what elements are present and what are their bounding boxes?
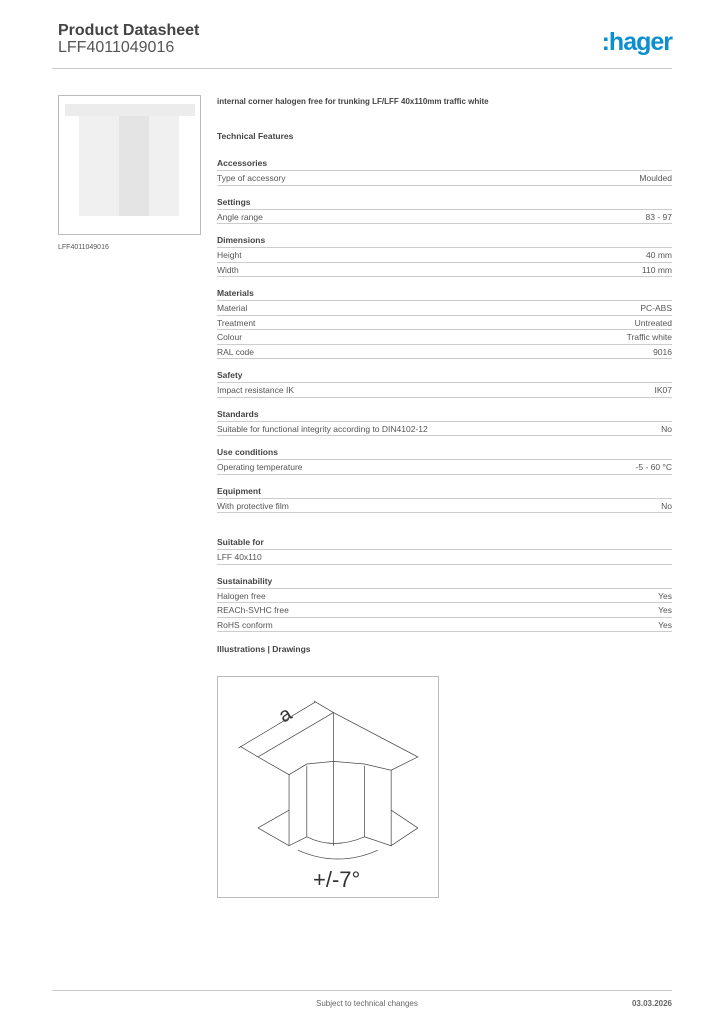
section-heading: Equipment: [217, 485, 672, 499]
spec-label: REACh-SVHC free: [217, 605, 289, 615]
spec-row: [217, 422, 672, 437]
spec-label: Material: [217, 303, 248, 313]
product-code: LFF4011049016: [58, 39, 175, 56]
spec-column: [217, 97, 672, 654]
page-title: Product Datasheet: [58, 22, 200, 39]
spec-value: -5 - 60 °C: [635, 462, 672, 472]
section-heading: Materials: [217, 287, 672, 301]
technical-features-heading: Technical Features: [217, 131, 294, 141]
spec-value: Untreated: [634, 317, 672, 328]
spec-row: [217, 248, 672, 263]
spec-value: 83 - 97: [645, 211, 672, 222]
section-heading: Accessories: [217, 157, 672, 171]
section-heading: Safety: [217, 369, 672, 383]
spec-label: Operating temperature: [217, 462, 303, 472]
spec-value: Yes: [658, 619, 672, 630]
spec-value: PC-ABS: [640, 303, 672, 313]
spec-value: 110 mm: [641, 264, 672, 275]
spec-value: Yes: [658, 605, 672, 615]
spec-section: [217, 287, 672, 359]
spec-label: With protective film: [217, 500, 289, 511]
spec-label: LFF 40x110: [217, 552, 262, 562]
spec-label: Colour: [217, 332, 243, 342]
spec-row: [217, 460, 672, 475]
section-heading: Use conditions: [217, 446, 672, 460]
spec-row: [217, 550, 672, 565]
section-heading: Dimensions: [217, 234, 672, 248]
spec-value: Moulded: [639, 173, 672, 183]
spec-value: Traffic white: [626, 332, 672, 342]
spec-section: [217, 485, 672, 514]
spec-label: Halogen free: [217, 590, 266, 601]
spec-value: Yes: [658, 590, 672, 601]
spec-section: [217, 575, 672, 633]
product-image: [58, 95, 201, 235]
dimension-label: a: [274, 702, 296, 728]
spec-row: [217, 330, 672, 345]
spec-label: Type of accessory: [217, 173, 286, 183]
spec-value: IK07: [654, 385, 672, 395]
section-heading: Suitable for: [217, 536, 672, 550]
spec-section: [217, 408, 672, 437]
product-image-caption: LFF4011049016: [58, 244, 109, 251]
header-divider: [52, 68, 672, 69]
spec-section: [217, 369, 672, 398]
spec-section: [217, 196, 672, 225]
spec-row: [217, 301, 672, 316]
spec-row: [217, 263, 672, 278]
spec-label: Impact resistance IK: [217, 385, 295, 395]
section-heading: Settings: [217, 196, 672, 210]
angle-label: +/-7°: [313, 867, 361, 892]
spec-row: [217, 383, 672, 398]
spec-section: [217, 234, 672, 277]
spec-row: [217, 316, 672, 331]
spec-value: 9016: [653, 346, 672, 357]
footer-divider: [52, 990, 672, 991]
spec-section: [217, 157, 672, 186]
spec-row: [217, 210, 672, 225]
spec-label: Angle range: [217, 211, 263, 222]
spec-row: [217, 603, 672, 618]
spec-row: [217, 618, 672, 633]
footer-date: 03.03.2026: [631, 999, 672, 1008]
spec-label: Treatment: [217, 317, 256, 328]
spec-row: [217, 345, 672, 360]
hager-logo: :hager: [601, 28, 672, 56]
section-heading: Sustainability: [217, 575, 672, 589]
spec-row: [217, 171, 672, 186]
spec-label: RoHS conform: [217, 619, 273, 630]
section-heading: Standards: [217, 408, 672, 422]
spec-section: [217, 446, 672, 475]
spec-value: 40 mm: [646, 250, 672, 260]
spec-section: [217, 536, 672, 565]
spec-label: Height: [217, 250, 242, 260]
spec-label: Suitable for functional integrity according to DIN4102-12: [217, 423, 428, 434]
spec-row: [217, 589, 672, 604]
spec-label: RAL code: [217, 346, 255, 357]
product-description: internal corner halogen free for trunking LF/LFF 40x110mm traffic white: [217, 97, 489, 106]
spec-label: Width: [217, 264, 239, 275]
spec-value: No: [661, 423, 672, 434]
spec-value: No: [661, 500, 672, 511]
spec-row: [217, 499, 672, 514]
technical-drawing: [217, 676, 439, 898]
footer-note: Subject to technical changes: [316, 999, 418, 1008]
illustrations-heading: Illustrations | Drawings: [217, 644, 311, 654]
